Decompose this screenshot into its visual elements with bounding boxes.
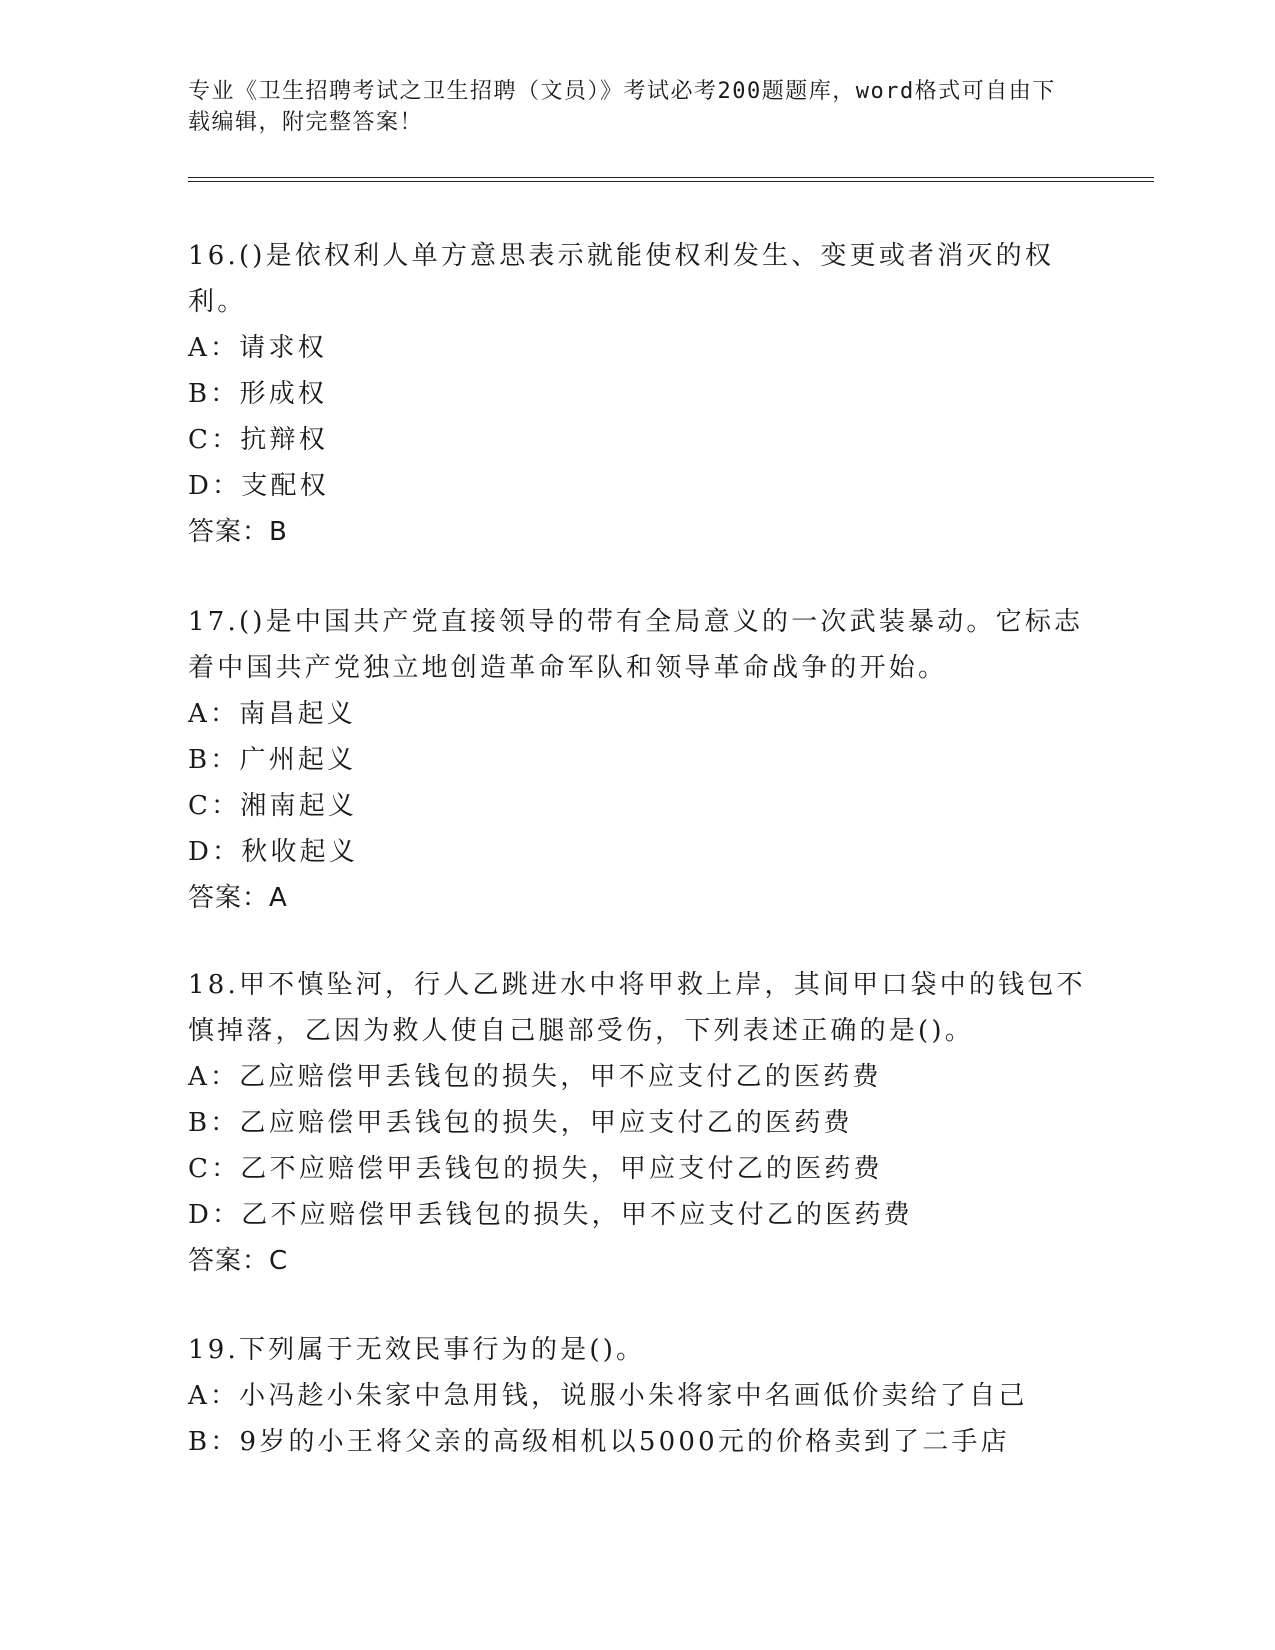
option-b: B：9岁的小王将父亲的高级相机以5000元的价格卖到了二手店 xyxy=(188,1427,1010,1457)
option-a: A：南昌起义 xyxy=(188,699,356,729)
document-header: 专业《卫生招聘考试之卫生招聘（文员）》考试必考200题题库，word格式可自由下载编辑，附完整答案！ xyxy=(188,79,1056,135)
question-stem: 18.甲不慎坠河，行人乙跳进水中将甲救上岸，其间甲口袋中的钱包不慎掉落，乙因为救人使自己腿部受伤，下列表述正确的是()。 xyxy=(188,970,1086,1046)
option-c: C：乙不应赔偿甲丢钱包的损失，甲应支付乙的医药费 xyxy=(188,1154,883,1184)
option-a: A：小冯趁小朱家中急用钱，说服小朱将家中名画低价卖给了自己 xyxy=(188,1381,1028,1411)
option-c: C：抗辩权 xyxy=(188,425,328,455)
option-a: A：乙应赔偿甲丢钱包的损失，甲不应支付乙的医药费 xyxy=(188,1062,882,1092)
question-stem: 17.()是中国共产党直接领导的带有全局意义的一次武装暴动。它标志着中国共产党独立地创造革命军队和领导革命战争的开始。 xyxy=(188,607,1084,683)
option-b: B：广州起义 xyxy=(188,745,357,775)
answer-line: 答案：A xyxy=(188,883,288,913)
question-18 xyxy=(188,962,1088,1284)
question-17 xyxy=(188,599,1088,921)
question-16 xyxy=(188,233,1088,555)
option-b: B：乙应赔偿甲丢钱包的损失，甲应支付乙的医药费 xyxy=(188,1108,853,1138)
option-d: D：秋收起义 xyxy=(188,837,359,867)
answer-line: 答案：B xyxy=(188,517,288,547)
option-d: D：乙不应赔偿甲丢钱包的损失，甲不应支付乙的医药费 xyxy=(188,1200,913,1230)
option-c: C：湘南起义 xyxy=(188,791,358,821)
option-a: A：请求权 xyxy=(188,333,327,363)
answer-line: 答案：C xyxy=(188,1246,289,1276)
question-19 xyxy=(188,1327,1088,1465)
header-divider-top xyxy=(188,177,1154,178)
question-stem: 19.下列属于无效民事行为的是()。 xyxy=(188,1335,646,1365)
header-divider-bottom xyxy=(188,181,1154,182)
question-stem: 16.()是依权利人单方意思表示就能使权利发生、变更或者消灭的权利。 xyxy=(188,241,1055,317)
option-b: B：形成权 xyxy=(188,379,328,409)
option-d: D：支配权 xyxy=(188,471,329,501)
